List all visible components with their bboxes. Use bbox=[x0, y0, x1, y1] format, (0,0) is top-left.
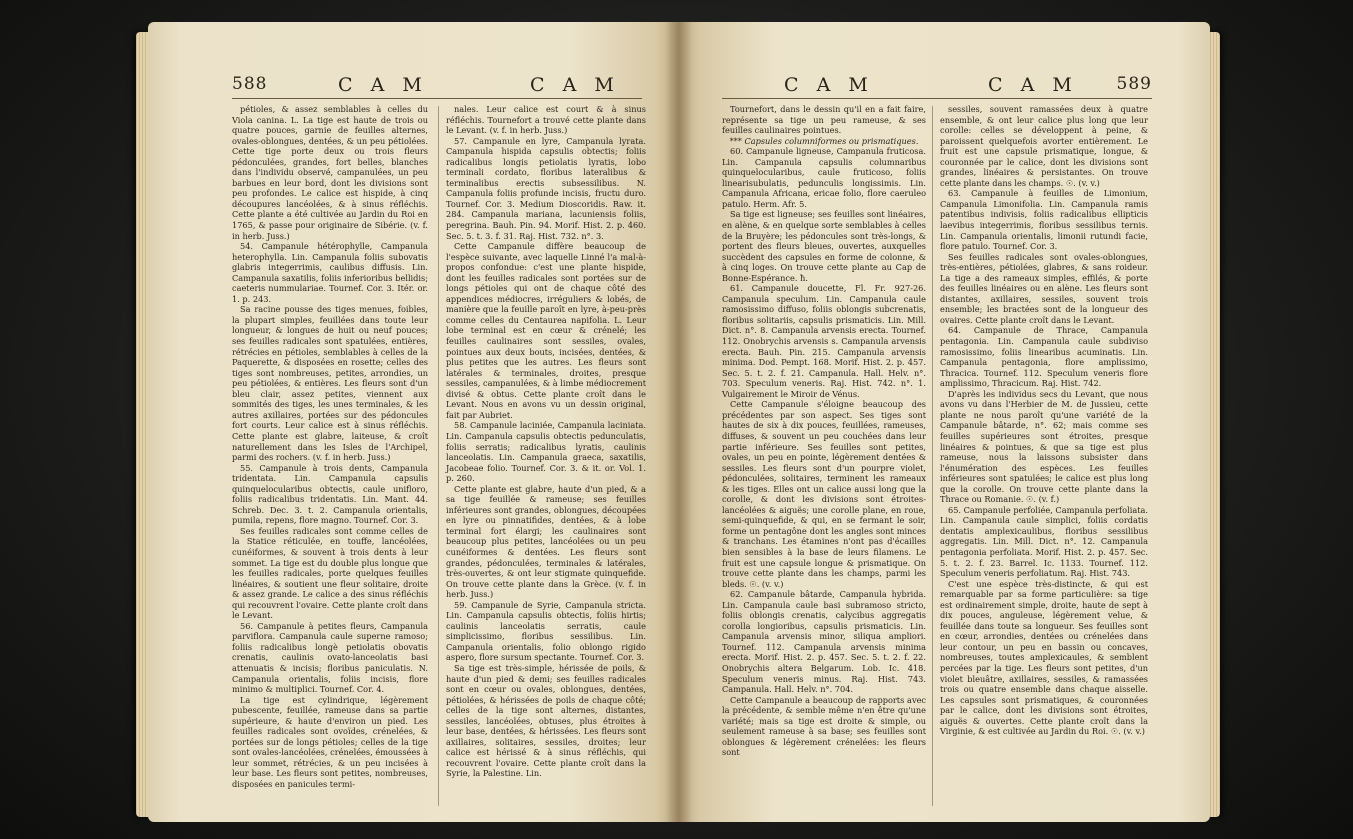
page-number: 588 bbox=[232, 74, 268, 94]
paragraph: 61. Campanule doucette, Fl. Fr. 927-26. Campanula speculum. Lin. Campanula caule ramosissimo diffuso, foliis oblongis subcrenatis, floribus solitariis, capsulis prismaticis. Lin. Mill. Dict. n°. 8. Campanula arvensis erecta. Tournef. 112. Onobrychis arvensis s. Campanula arvensis erecta. Bauh. Pin. 215. Campanula arvensis minima. Dod. Pempt. 168. Morif. Hist. 2. p. 457. Sec. 5. t. 2. f. 21. Campanula. Hall. Helv. n°. 703. Speculum veneris. Raj. Hist. 742. n°. 1. Vulgairement le Miroir de Vénus. bbox=[722, 283, 926, 399]
paragraph: Tournefort, dans le dessin qu'il en a fait faire, représente sa tige un peu rameuse, & ses feuilles caulinaires pointues. bbox=[722, 104, 926, 136]
paragraph: 59. Campanule de Syrie, Campanula stricta. Lin. Campanula capsulis obtectis, foliis hirtis; caulinis lanceolatis serratis, caule simplicissimo, floribus sessilibus. Lin. Campanula orientalis, folio oblongo rigido aspero, flore sursum spectante. Tournef. Cor. 3. bbox=[446, 599, 646, 663]
header-rule bbox=[232, 98, 642, 99]
left-page-column-1 bbox=[232, 104, 428, 790]
open-book bbox=[148, 22, 1210, 832]
paragraph: Ses feuilles radicales sont comme celles de la Statice réticulée, en touffe, lancéolées, cunéiformes, & souvent à trois dents à leur sommet. La tige est du double plus longue que les feuilles radicales, porte quelques feuilles linéaires, & soutient une fleur solitaire, droite & assez grande. Le calice a des sinus réfléchis qui recouvrent l'ovaire. Cette plante croît dans le Levant. bbox=[232, 525, 428, 621]
paragraph: 58. Campanule laciniée, Campanula laciniata. Lin. Campanula capsulis obtectis pedunculatis, foliis serratis; radicalibus lyratis, caulinis lanceolatis. Lin. Campanula graeca, saxatilis, Jacobeae folio. Tournef. Cor. 3. & it. or. Vol. 1. p. 260. bbox=[446, 420, 646, 484]
paragraph: D'après les individus secs du Levant, que nous avons vu dans l'Herbier de M. de Jussieu, cette plante ne nous paroît qu'une variété de la Campanule bâtarde, n°. 62; mais comme ses feuilles supérieures sont étroites, presque linéaires & pointues, & que sa tige est plus rameuse, nous la laissons subsister dans l'énumération des espèces. Les feuilles inférieures sont spatulées; le calice est plus long que la corolle. On trouve cette plante dans la Thrace ou Romanie. ☉. (v. f.) bbox=[940, 388, 1148, 505]
paragraph: 57. Campanule en lyre, Campanula lyrata. Campanula hispida capsulis obtectis; foliis radicalibus longis petiolatis lyratis, lobo terminali cordato, floribus lateralibus & terminalibus erectis subsessilibus. N. Campanula foliis profunde incisis, fructu duro. Tournef. Cor. 3. Medium Dioscoridis. Raw. it. 284. Campanula mariana, lacuniensis foliis, peregrina. Bauh. Pin. 94. Morif. Hist. 2. p. 460. Sec. 5. t. 3. f. 31. Raj. Hist. 732. n°. 3. bbox=[446, 135, 646, 241]
column-separator bbox=[438, 106, 439, 806]
paragraph: Sa tige est ligneuse; ses feuilles sont linéaires, en alène, & en quelque sorte semblables à celles de la Bruyère; les pédoncules sont très-longs, & portent des fleurs bleues, ouvertes, auxquelles succèdent des capsules en forme de colonne, & à cinq loges. On trouve cette plante au Cap de Bonne-Espérance. ħ. bbox=[722, 209, 926, 283]
paragraph: 64. Campanule de Thrace, Campanula pentagonia. Lin. Campanula caule subdiviso ramosissimo, foliis linearibus acuminatis. Lin. Campanula pentagonia, flore amplissimo, Thracica. Tournef. 112. Speculum veneris flore amplissimo, Thracicum. Raj. Hist. 742. bbox=[940, 325, 1148, 389]
running-head: C A M bbox=[988, 74, 1078, 96]
left-page-column-2 bbox=[446, 104, 646, 779]
paragraph: 56. Campanule à petites fleurs, Campanula parviflora. Campanula caule superne ramoso; foliis radicalibus longè petiolatis obovatis crenatis, caulinis ovato-lanceolatis basi attenuatis & incisis; floribus paniculatis. N. Campanula orientalis, foliis incisis, flore minimo & multiplici. Tournef. Cor. 4. bbox=[232, 620, 428, 695]
paragraph: 60. Campanule ligneuse, Campanula fruticosa. Lin. Campanula capsulis columnaribus quinquelocularibus, caule fruticoso, foliis linearisubulatis, pedunculis longissimis. Lin. Campanula Africana, ericae folio, flore caeruleo patulo. Herm. Afr. 5. bbox=[722, 146, 926, 209]
paragraph: Sa tige est très-simple, hérissée de poils, & haute d'un pied & demi; ses feuilles radicales sont en cœur ou ovales, oblongues, dentées, pétiolées, & hérissées de poils de chaque côté; celles de la tige sont alternes, distantes, sessiles, lancéolées, obtuses, plus étroites à leur base, dentées, & hérissées. Les fleurs sont axillaires, solitaires, sessiles, droites; leur calice est hérissé & à sinus réfléchis, qui recouvrent l'ovaire. Cette plante croît dans la Syrie, la Palestine. Lin. bbox=[446, 662, 646, 779]
left-page-header bbox=[148, 74, 678, 98]
right-page-column-2 bbox=[940, 104, 1148, 737]
paragraph: La tige est cylindrique, légèrement pubescente, feuillée, rameuse dans sa partie supérieure, & haute d'environ un pied. Les feuilles radicales sont ovoïdes, crénelées, & portées sur de longs pétioles; celles de la tige sont ovales-lancéolées, crénelées, émoussées à leur sommet, rétrécies, & un peu incisées à leur base. Les fleurs sont petites, nombreuses, disposées en panicules termi- bbox=[232, 694, 428, 789]
paragraph: Sa racine pousse des tiges menues, foibles, la plupart simples, feuillées dans toute leur longueur, & longues de huit ou neuf pouces; ses feuilles radicales sont spatulées, entières, rétrécies en pétioles, semblables à celles de la Paquerette, & disposées en rosette; celles des tiges sont nombreuses, petites, arrondies, un peu pétiolées, & entières. Les fleurs sont d'un bleu clair, assez petites, viennent aux sommités des tiges, les unes terminales, & les autres axillaires, portées sur des pédoncules fort courts. Leur calice est à sinus réfléchis. Cette plante est glabre, laiteuse, & croît naturellement dans les Isles de l'Archipel, parmi des rochers. (v. f. in herb. Juss.) bbox=[232, 304, 428, 463]
paragraph: nales. Leur calice est court & à sinus réfléchis. Tournefort a trouvé cette plante dans le Levant. (v. f. in herb. Juss.) bbox=[446, 104, 646, 136]
column-separator bbox=[932, 106, 933, 806]
section-heading: *** Capsules columniformes ou prismatiques. bbox=[729, 135, 919, 146]
paragraph: C'est une espèce très-distincte, & qui est remarquable par sa forme particulière: sa tige est ordinairement simple, droite, haute de sept à dix pouces, anguleuse, légèrement velue, & feuillée dans toute sa longueur. Ses feuilles sont en cœur, arrondies, dentées ou crénelées dans leur contour, un peu en bassin ou concaves, nombreuses, toutes amplexicaules, & semblent percées par la tige. Les fleurs sont petites, d'un violet bleuâtre, axillaires, sessiles, & ramassées trois ou quatre ensemble dans chaque aisselle. Les capsules sont prismatiques, & couronnées par le calice, dont les divisions sont étroites, aiguës & ouvertes. Cette plante croît dans la Virginie, & est cultivée au Jardin du Roi. ☉. (v. v.) bbox=[940, 578, 1148, 737]
paragraph: Cette Campanule s'éloigne beaucoup des précédentes par son aspect. Ses tiges sont hautes de six à dix pouces, feuillées, rameuses, diffuses, & souvent un peu couchées dans leur partie inférieure. Ses feuilles sont petites, ovales, un peu en pointe, légèrement dentées & sessiles. Les fleurs sont d'un pourpre violet, pédonculées, solitaires, terminent les rameaux & les tiges. Elles ont un calice aussi long que la corolle, & dont les divisions sont étroites-lancéolées & aiguës; une corolle plane, en roue, semi-quinquefide, & qui, en se fermant le soir, forme un pentagône dont les angles sont minces & tranchans. Les étamines n'ont pas d'écailles bien sensibles à la base de leurs filamens. Le fruit est une capsule longue & prismatique. On trouve cette plante dans les champs, parmi les bleds. ☉. (v. v.) bbox=[722, 399, 926, 589]
left-page bbox=[148, 22, 678, 822]
paragraph: Ses feuilles radicales sont ovales-oblongues, très-entières, pétiolées, glabres, & sans roideur. La tige a des rameaux simples, effilés, & porte des feuilles linéaires ou en alène. Les fleurs sont distantes, axillaires, sessiles, souvent trois ensemble; les bractées sont de la longueur des ovaires. Cette plante croît dans le Levant. bbox=[940, 251, 1148, 325]
paragraph: 62. Campanule bâtarde, Campanula hybrida. Lin. Campanula caule basi subramoso stricto, foliis oblongis crenatis, calycibus aggregatis corolla longioribus, capsulis prismaticis. Lin. Campanula arvensis minor, siliqua ampliori. Tournef. 112. Campanula arvensis minima erecta. Morif. Hist. 2. p. 457. Sec. 5. t. 2. f. 22. Onobrychis altera Belgarum. Lob. Ic. 418. Speculum veneris minus. Raj. Hist. 743. Campanula. Hall. Helv. n°. 704. bbox=[722, 589, 926, 695]
paragraph: 63. Campanule à feuilles de Limonium, Campanula Limonifolia. Lin. Campanula ramis patentibus indivisis, foliis radicalibus ellipticis laevibus integerrimis, floribus sessilibus ternis. Lin. Campanula orientalis, limonii rutundi facie, flore patulo. Tournef. Cor. 3. bbox=[940, 188, 1148, 252]
paragraph: pétioles, & assez semblables à celles du Viola canina. L. La tige est haute de trois ou quatre pouces, garnie de feuilles alternes, ovales-oblongues, dentées, & un peu pétiolées. Cette tige porte deux ou trois fleurs pédonculées, grandes, fort belles, blanches dans l'individu observé, campanulées, un peu barbues en leur bord, dont les divisions sont peu profondes. Le calice est hispide, à cinq découpures lancéolées, & à sinus réfléchis. Cette plante a été cultivée au Jardin du Roi en 1765, & passe pour originaire de Sibérie. (v. f. in herb. Juss.) bbox=[232, 104, 428, 241]
header-rule bbox=[722, 98, 1152, 99]
page-number: 589 bbox=[1116, 74, 1152, 94]
paragraph: 55. Campanule à trois dents, Campanula tridentata. Lin. Campanula capsulis quinquelocularibus obtectis, caule unifloro, foliis radicalibus tridentatis. Lin. Mant. 44. Schreb. Dec. 3. t. 2. Campanula orientalis, pumila, repens, flore magno. Tournef. Cor. 3. bbox=[232, 462, 428, 526]
paragraph: 54. Campanule hétérophylle, Campanula heterophylla. Lin. Campanula foliis subovatis glabris integerrimis, caulibus diffusis. Lin. Campanula saxatilis, foliis inferioribus bellidis; caeteris nummulariae. Tournef. Cor. 3. Itér. or. 1. p. 243. bbox=[232, 241, 428, 304]
paragraph: 65. Campanule perfoliée, Campanula perfoliata. Lin. Campanula caule simplici, foliis cordatis dentatis amplexicaulibus, floribus sessilibus aggregatis. Lin. Mill. Dict. n°. 12. Campanula pentagonia perfoliata. Morif. Hist. 2. p. 457. Sec. 5. t. 2. f. 23. Barrel. Ic. 1133. Tournef. 112. Speculum veneris perfoliatum. Raj. Hist. 743. bbox=[940, 504, 1148, 579]
right-page-header bbox=[678, 74, 1210, 98]
right-page-column-1 bbox=[722, 104, 926, 758]
running-head: C A M bbox=[530, 74, 620, 96]
paragraph: Cette Campanule diffère beaucoup de l'espèce suivante, avec laquelle Linné l'a mal-à-propos confondue: c'est une plante hispide, dont les feuilles radicales sont portées sur de longs pétioles qui ont de chaque côté des appendices médiocres, irréguliers & lobés, de manière que la feuille paroît en lyre, à-peu-près comme celles du Centaurea napifolia. L. Leur lobe terminal est en cœur & crénelé; les feuilles caulinaires sont sessiles, ovales, pointues aux deux bouts, incisées, dentées, & plus petites que les autres. Les fleurs sont latérales & terminales, droites, presque sessiles, campanulées, & à limbe médiocrement divisé & obtus. Cette plante croît dans le Levant. Nous en avons vu un dessin original, fait par Aubriet. bbox=[446, 241, 646, 420]
running-head: C A M bbox=[338, 74, 428, 96]
paragraph: Cette plante est glabre, haute d'un pied, & a sa tige feuillée & rameuse; ses feuilles inférieures sont grandes, oblongues, découpées en lyre ou pinnatifides, dentées, & à lobe terminal fort élargi; les caulinaires sont beaucoup plus petites, lancéolées ou un peu cunéiformes & dentées. Les fleurs sont grandes, pédonculées, terminales & latérales, très-ouvertes, & ont leur stigmate quinquefide. On trouve cette plante dans la Grèce. (v. f. in herb. Juss.) bbox=[446, 483, 646, 600]
paragraph: Cette Campanule a beaucoup de rapports avec la précédente, & semble même n'en être qu'une variété; mais sa tige est droite & simple, ou seulement rameuse à sa base; ses feuilles sont oblongues & légèrement crénelées: les fleurs sont bbox=[722, 694, 926, 758]
running-head: C A M bbox=[784, 74, 874, 96]
right-page bbox=[678, 22, 1210, 822]
paragraph: sessiles, souvent ramassées deux à quatre ensemble, & ont leur calice plus long que leur corolle: celles se développent à peine, & paroissent quelquefois avorter entièrement. Le fruit est une capsule prismatique, longue, & couronnée par le calice, dont les divisions sont grandes, linéaires & persistantes. On trouve cette plante dans les champs. ☉. (v. v.) bbox=[940, 104, 1148, 188]
